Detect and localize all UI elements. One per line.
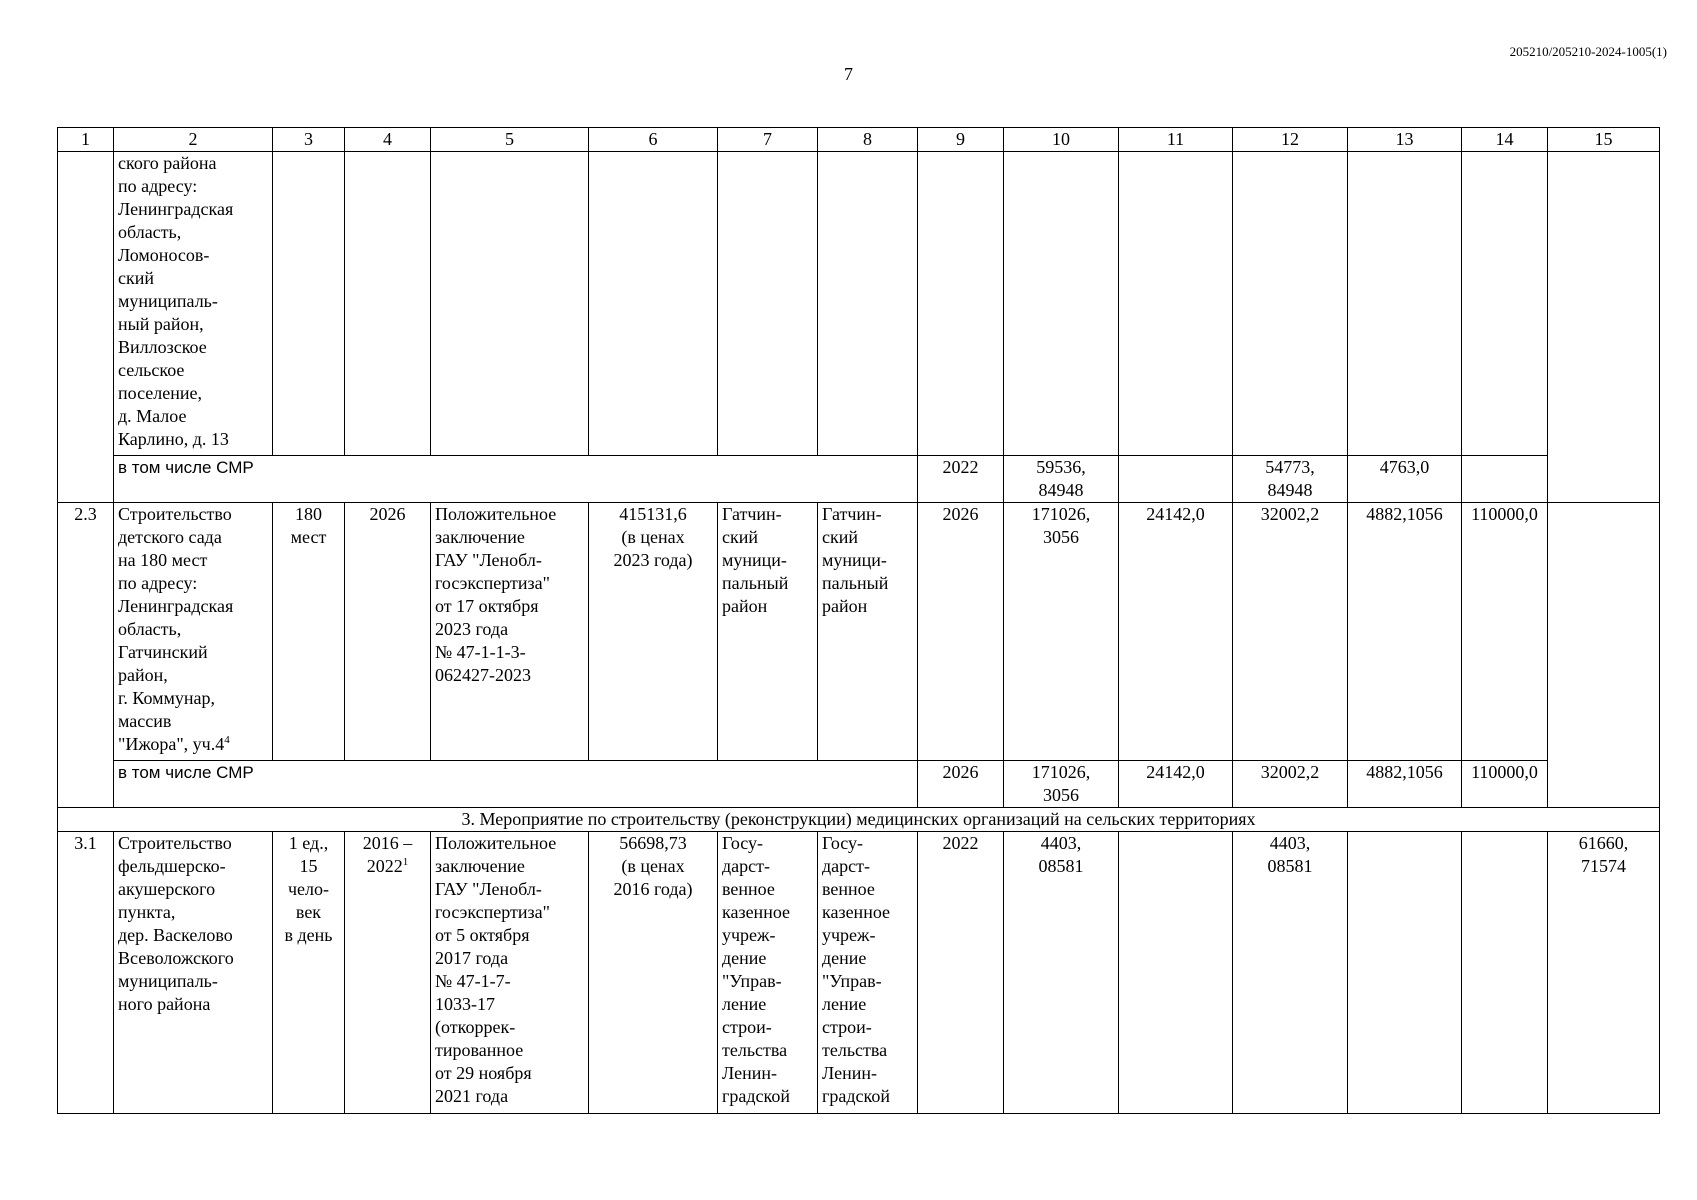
column-number: 9: [918, 128, 1004, 152]
smr-total: 59536, 84948: [1004, 456, 1119, 503]
smr-label: в том числе СМР: [114, 761, 918, 808]
total-amount: 4403, 08581: [1004, 832, 1119, 1114]
section-row: [58, 808, 1660, 832]
smr-col-12: 32002,2: [1233, 761, 1348, 808]
developer-cell: Гатчин- ский муници- пальный район: [818, 503, 918, 761]
cost-cell: 56698,73 (в ценах 2016 года): [589, 832, 718, 1114]
table-row: [58, 832, 1660, 1114]
col-14-amount: 110000,0: [1462, 503, 1548, 761]
smr-row: [58, 456, 1660, 503]
smr-col-14: 110000,0: [1462, 761, 1548, 808]
col-12-amount: 4403, 08581: [1233, 832, 1348, 1114]
conclusion-cell: Положительное заключение ГАУ "Ленобл- госэкспертиза" от 5 октября 2017 года № 47-1-7- 1033-17 (откоррек- тированное от 29 ноября 2021 года: [431, 832, 589, 1114]
smr-total: 171026, 3056: [1004, 761, 1119, 808]
table-row: [58, 503, 1660, 761]
column-number: 8: [818, 128, 918, 152]
column-number: 14: [1462, 128, 1548, 152]
document-id: 205210/205210-2024-1005(1): [1509, 44, 1667, 59]
footnote-mark: 1: [402, 856, 409, 868]
year-cell: 2026: [345, 503, 431, 761]
smr-year: 2022: [918, 456, 1004, 503]
column-number: 12: [1233, 128, 1348, 152]
column-numbers-row: [58, 128, 1660, 152]
customer-cell: Госу- дарст- венное казенное учреж- дение "Управ- ление строи- тельства Ленин- градской: [718, 832, 818, 1114]
column-number: 11: [1119, 128, 1233, 152]
customer-cell: Гатчин- ский муници- пальный район: [718, 503, 818, 761]
footnote-mark: 4: [224, 734, 230, 746]
capacity-cell: 180 мест: [273, 503, 345, 761]
column-number: 13: [1348, 128, 1462, 152]
object-name-cell: Строительство фельдшерско- акушерского пункта, дер. Васкелово Всеволожского муниципаль- ного района: [114, 832, 273, 1114]
developer-cell: Госу- дарст- венное казенное учреж- дение "Управ- ление строи- тельства Ленин- градской: [818, 832, 918, 1114]
smr-col-12: 54773, 84948: [1233, 456, 1348, 503]
capacity-cell: 1 ед., 15 чело- век в день: [273, 832, 345, 1114]
section-title: 3. Мероприятие по строительству (реконструкции) медицинских организаций на сельских территориях: [58, 808, 1660, 832]
financing-year: 2026: [918, 503, 1004, 761]
column-number: 1: [58, 128, 114, 152]
object-name-cell: ского района по адресу: Ленинградская область, Ломоносов- ский муниципаль- ный район, Виллозское сельское поселение, д. Малое Карлино, д. 13: [114, 152, 273, 456]
year-cell: [345, 832, 431, 1114]
smr-col-11: 24142,0: [1119, 761, 1233, 808]
object-name-cell: [114, 503, 273, 761]
col-15-amount: 61660, 71574: [1548, 832, 1660, 1114]
row-number: 2.3: [58, 503, 114, 808]
col-11-amount: 24142,0: [1119, 503, 1233, 761]
col-12-amount: 32002,2: [1233, 503, 1348, 761]
column-number: 15: [1548, 128, 1660, 152]
row-number: 3.1: [58, 832, 114, 1114]
column-number: 4: [345, 128, 431, 152]
year-range: 2016 – 2022: [362, 833, 413, 876]
column-number: 10: [1004, 128, 1119, 152]
financing-year: 2022: [918, 832, 1004, 1114]
column-number: 2: [114, 128, 273, 152]
smr-year: 2026: [918, 761, 1004, 808]
smr-row: [58, 761, 1660, 808]
page-number: 7: [844, 64, 853, 84]
cost-cell: 415131,6 (в ценах 2023 года): [589, 503, 718, 761]
total-amount: 171026, 3056: [1004, 503, 1119, 761]
column-number: 6: [589, 128, 718, 152]
col-13-amount: 4882,1056: [1348, 503, 1462, 761]
smr-col-13: 4882,1056: [1348, 761, 1462, 808]
column-number: 3: [273, 128, 345, 152]
object-name: Строительство детского сада на 180 мест по адресу: Ленинградская область, Гатчинский район, г. Коммунар, массив "Ижора", уч.4: [118, 504, 234, 754]
column-number: 5: [431, 128, 589, 152]
investment-table: [57, 127, 1660, 1114]
table-row: [58, 152, 1660, 456]
conclusion-cell: Положительное заключение ГАУ "Ленобл- госэкспертиза" от 17 октября 2023 года № 47-1-1-3- 062427-2023: [431, 503, 589, 761]
column-number: 7: [718, 128, 818, 152]
smr-label: в том числе СМР: [114, 456, 918, 503]
smr-col-13: 4763,0: [1348, 456, 1462, 503]
row-number-cell: [58, 152, 114, 503]
